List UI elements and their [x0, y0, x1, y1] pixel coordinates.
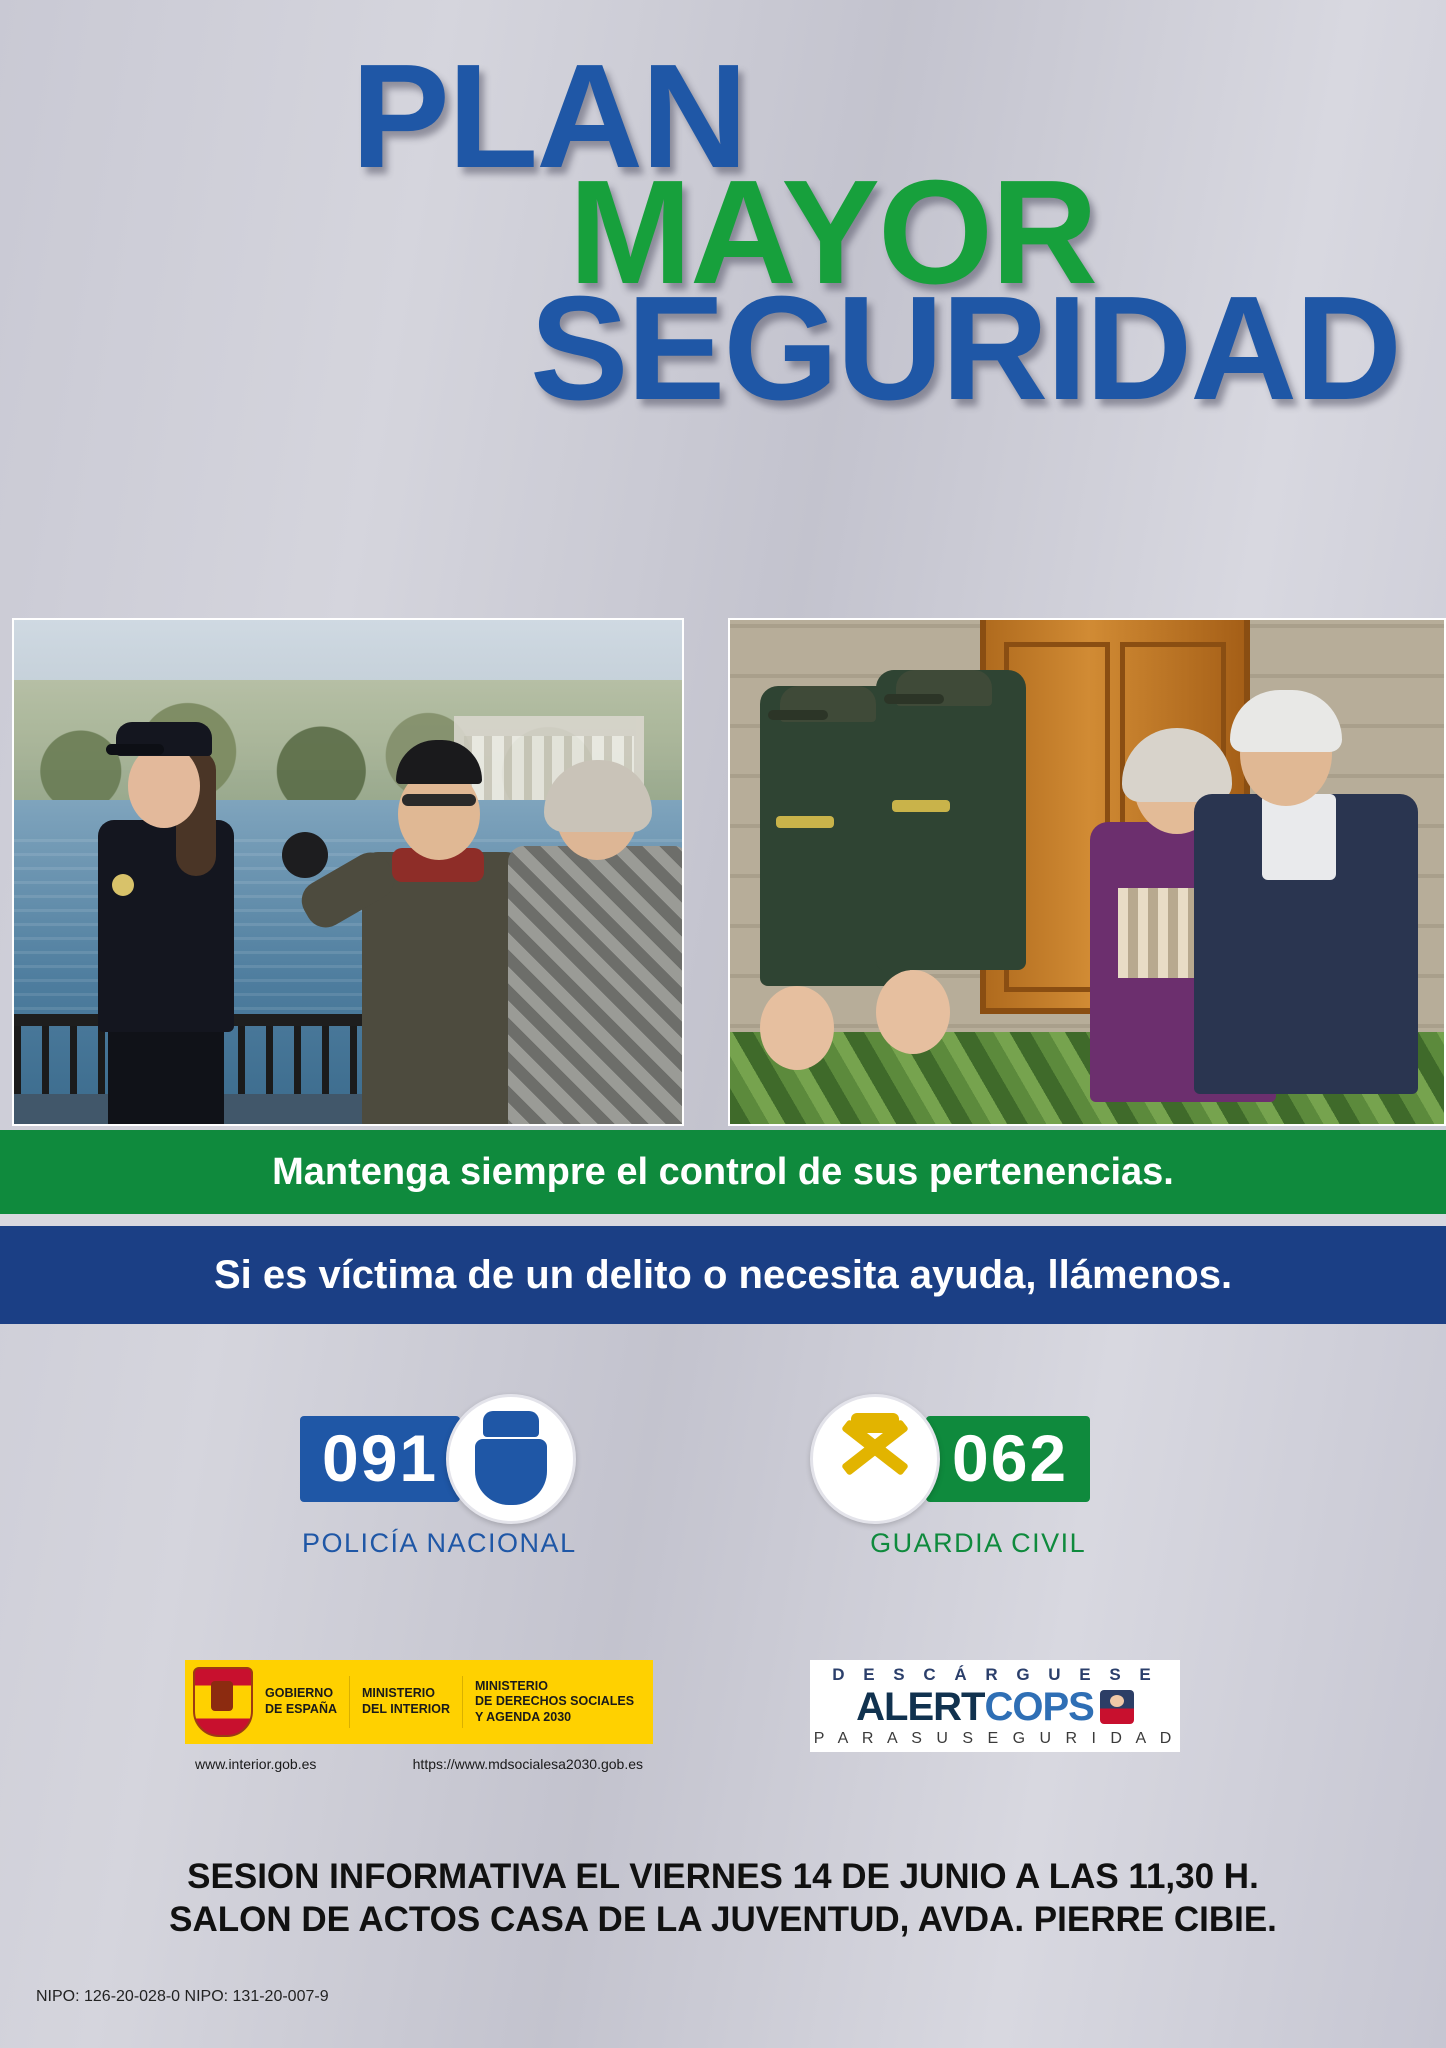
link-mdsociales[interactable]: https://www.mdsocialesa2030.gob.es — [412, 1756, 643, 1772]
gov-entry-interior-line1: MINISTERIO — [362, 1686, 435, 1701]
alertcops-bottom-text: P A R A S U S E G U R I D A D — [813, 1729, 1177, 1747]
link-interior[interactable]: www.interior.gob.es — [195, 1756, 317, 1772]
poster-title — [0, 34, 1446, 432]
guard-two-cap — [896, 670, 992, 706]
woman-coat — [508, 846, 684, 1126]
guard-two-insignia-icon — [892, 800, 950, 812]
gov-entry-gobierno-line2: DE ESPAÑA — [265, 1702, 338, 1716]
figure-elderly-woman-left — [496, 768, 684, 1126]
emergency-numbers — [0, 1380, 1446, 1580]
alertcops-name-a: A — [856, 1684, 885, 1729]
emergency-number-091 — [300, 1394, 577, 1559]
number-062-value: 062 — [926, 1416, 1090, 1502]
man-glasses-icon — [402, 794, 476, 806]
message-bar-call-us — [0, 1226, 1446, 1324]
alertcops-officer-icon — [1100, 1690, 1134, 1724]
bar-separator — [0, 1214, 1446, 1226]
police-national-shield-icon — [446, 1394, 576, 1524]
guard-one-insignia-icon — [776, 816, 834, 828]
officer-cap — [116, 722, 212, 756]
alertcops-name-cops: COPS — [984, 1684, 1094, 1729]
government-bar — [185, 1660, 653, 1744]
guard-two-head — [876, 970, 950, 1054]
alertcops-top-text: D E S C Á R G U E S E — [832, 1664, 1158, 1684]
photo-guardia-civil — [728, 618, 1446, 1126]
figure-guard-two — [876, 670, 1026, 1090]
message-belongings-text: Mantenga siempre el control de sus pertenencias. — [272, 1150, 1174, 1193]
officer-legs — [108, 1022, 224, 1126]
gov-entry-gobierno — [253, 1676, 350, 1728]
session-info — [0, 1856, 1446, 1941]
man-glove — [282, 832, 328, 878]
spain-coat-of-arms-icon — [193, 1667, 253, 1737]
number-062-label: GUARDIA CIVIL — [870, 1528, 1087, 1558]
message-bar-belongings — [0, 1130, 1446, 1214]
gov-entry-derechos-sociales — [463, 1676, 646, 1728]
figure-police-officer — [72, 692, 262, 1126]
gov-entry-interior-line2: DEL INTERIOR — [362, 1702, 450, 1716]
gov-entry-derechos-line3: Y AGENDA 2030 — [475, 1709, 572, 1724]
number-091-row — [300, 1394, 576, 1524]
officer-head — [128, 744, 200, 828]
guard-two-uniform — [876, 670, 1026, 970]
number-091-value: 091 — [300, 1416, 460, 1502]
man-hat — [396, 740, 482, 784]
man-right-shirt — [1262, 794, 1336, 880]
emergency-number-062 — [810, 1394, 1090, 1559]
number-091-label: POLICÍA NACIONAL — [302, 1528, 577, 1558]
government-links — [185, 1756, 653, 1772]
photo-strip — [0, 618, 1446, 1126]
title-line-plan: PLAN — [351, 34, 746, 199]
message-call-us-text: Si es víctima de un delito o necesita ayuda, llámenos. — [213, 1252, 1233, 1297]
title-line-seguridad: SEGURIDAD — [529, 266, 1400, 432]
government-logos — [185, 1660, 653, 1772]
gov-entry-interior — [350, 1676, 463, 1728]
gov-entry-gobierno-line1: GOBIERNO — [265, 1686, 334, 1701]
alertcops-logo — [810, 1660, 1180, 1752]
woman-hair — [544, 760, 652, 832]
gov-entry-derechos-line2: DE DERECHOS SOCIALES — [475, 1694, 635, 1709]
alertcops-wordmark — [856, 1685, 1134, 1730]
number-062-row — [810, 1394, 1090, 1524]
gov-entry-derechos-line1: MINISTERIO — [475, 1678, 548, 1693]
session-info-line1: SESION INFORMATIVA EL VIERNES 14 DE JUNIO A LAS 11,30 H. — [187, 1857, 1259, 1896]
guard-one-cap — [780, 686, 876, 722]
guard-one-head — [760, 986, 834, 1070]
guardia-civil-emblem-icon — [810, 1394, 940, 1524]
session-info-line2: SALON DE ACTOS CASA DE LA JUVENTUD, AVDA. PIERRE CIBIE. — [169, 1899, 1277, 1939]
officer-badge-icon — [112, 874, 134, 896]
photo-police-national — [12, 618, 684, 1126]
title-line-mayor: MAYOR — [568, 150, 1096, 316]
nipo-code: NIPO: 126-20-028-0 NIPO: 131-20-007-9 — [36, 1988, 329, 2005]
alertcops-name-lert: LERT — [884, 1684, 985, 1729]
figure-elderly-man-right — [1200, 702, 1440, 1092]
